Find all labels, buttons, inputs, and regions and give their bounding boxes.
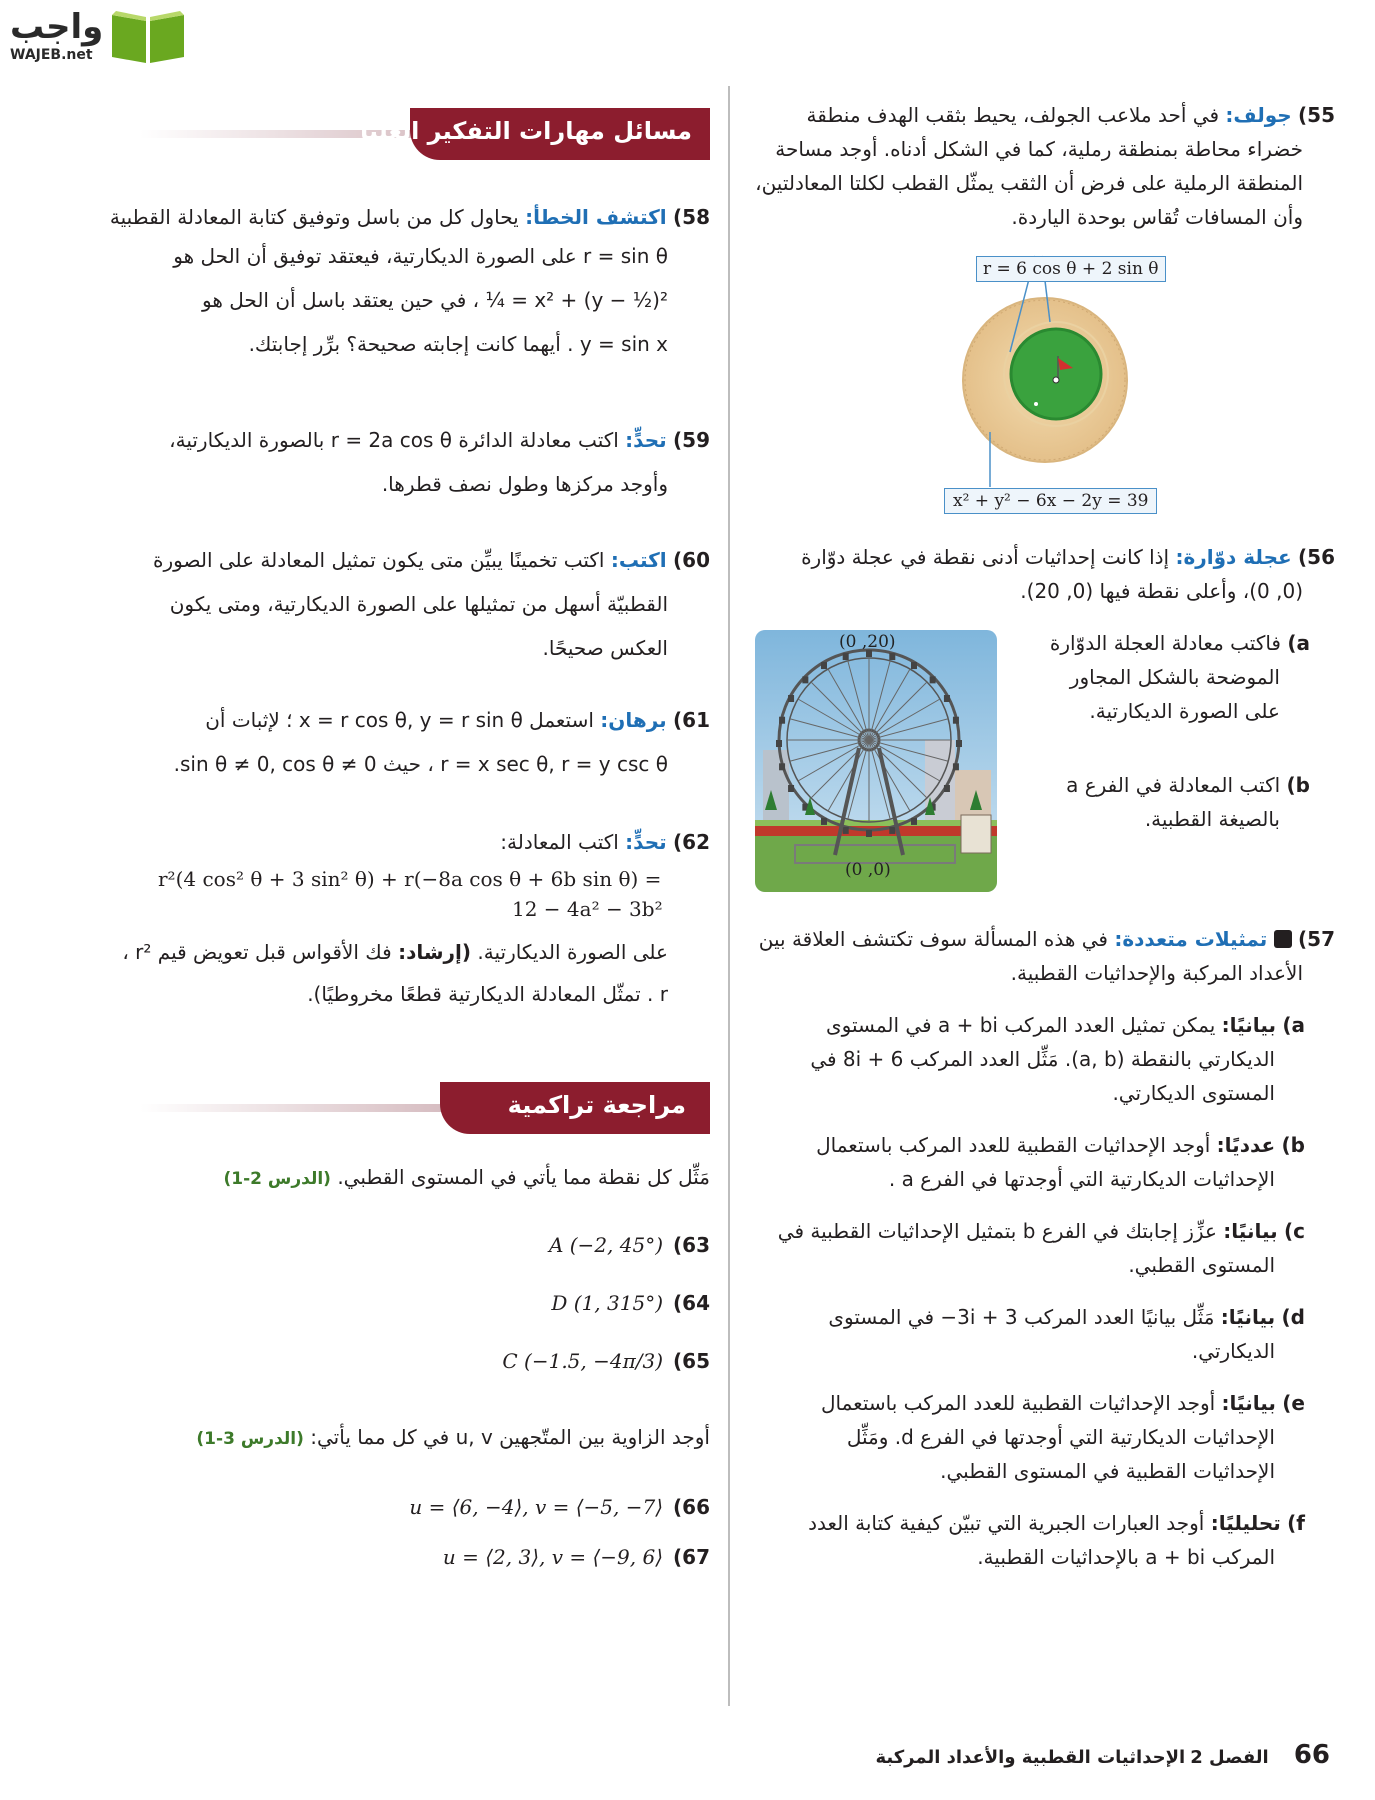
part-keyword: بيانيًا:: [1220, 1305, 1276, 1329]
column-divider: [728, 86, 730, 1706]
part-b-line-1: [1000, 768, 1310, 802]
problem-number: 58): [673, 205, 710, 229]
banner-title: مراجعة تراكمية: [507, 1091, 686, 1119]
problem-56-part-a: [1000, 626, 1310, 728]
problem-57-part: [745, 1386, 1305, 1488]
banner-title: مسائل مهارات التفكير العليا: [359, 117, 692, 145]
part-line: المستوى الديكارتي.: [1112, 1081, 1275, 1105]
part-label: d): [1281, 1305, 1305, 1329]
wheel-cabin: [930, 676, 936, 683]
review-instruction-1: [120, 1160, 710, 1196]
golf-green-diagram: [930, 252, 1170, 512]
wheel-cabin: [779, 717, 785, 724]
wheel-cabin: [843, 827, 849, 834]
item-expression: u = ⟨6, −4⟩, v = ⟨−5, −7⟩: [409, 1495, 664, 1519]
problem-55: [755, 98, 1335, 234]
problem-57-part: [745, 1008, 1305, 1110]
section-banner-higher-order: [140, 108, 710, 160]
part-label: b): [1286, 773, 1310, 797]
problem-number: 56): [1298, 545, 1335, 569]
problem-number: 57): [1298, 927, 1335, 951]
wheel-cabin: [776, 740, 782, 747]
part-text: أوجد الإحداثيات القطبية للعدد المركب باستعمال: [816, 1133, 1211, 1157]
problem-60-line-2: القطبيّة أسهل من تمثيلها على الصورة الديكارتية، ومتى يكون: [169, 592, 668, 616]
part-text: أوجد العبارات الجبرية التي تبيّن كيفية كتابة العدد: [808, 1511, 1205, 1535]
review-item: [120, 1332, 710, 1390]
part-text: يمكن تمثيل العدد المركب a + bi في المستوى: [825, 1013, 1216, 1037]
problem-61-line-2: r = x sec θ, r = y csc θ ، حيث sin θ ≠ 0, cos θ ≠ 0.: [173, 752, 668, 776]
problem-59-line-1: [120, 418, 710, 462]
part-text: عزِّز إجابتك في الفرع b بتمثيل الإحداثيات القطبية في: [777, 1219, 1217, 1243]
problem-text: في أحد ملاعب الجولف، يحيط بثقب الهدف منطقة: [806, 103, 1220, 127]
problem-number: 60): [673, 548, 710, 572]
equation-label-top: r = 6 cos θ + 2 sin θ: [976, 256, 1166, 282]
problem-keyword: اكتشف الخطأ:: [525, 205, 667, 229]
problem-text: إذا كانت إحداثيات أدنى نقطة في عجلة دوّارة: [801, 545, 1170, 569]
golf-figure: [930, 252, 1170, 512]
part-line: الإحداثيات القطبية في المستوى القطبي.: [940, 1459, 1275, 1483]
part-line: المستوى القطبي.: [1128, 1253, 1275, 1277]
chapter-title: الإحداثيات القطبية والأعداد المركبة: [875, 1747, 1186, 1768]
problem-58-line-3: x² + (y − ½)² = ¼ ، في حين يعتقد باسل أن الحل هو: [202, 288, 668, 312]
hint-label: (إرشاد:: [398, 940, 472, 964]
part-line: [745, 1128, 1305, 1162]
part-keyword: بيانيًا:: [1221, 1013, 1276, 1037]
part-a-line-2: الموضحة بالشكل المجاور: [1069, 665, 1280, 689]
problem-57-part: [745, 1300, 1305, 1368]
part-label: e): [1282, 1391, 1305, 1415]
problem-number: 62): [673, 830, 710, 854]
problem-56-line-2: (0, 0)، وأعلى نقطة فيها (0, 20).: [1020, 579, 1303, 603]
part-line: [745, 1386, 1305, 1420]
wheel-cabin: [956, 740, 962, 747]
part-line: [745, 1214, 1305, 1248]
problem-text: على الصورة الديكارتية.: [477, 940, 668, 964]
problem-57: [745, 922, 1335, 990]
logo-subtext: WAJEB.net: [10, 47, 93, 63]
equation-label-bottom: x² + y² − 6x − 2y = 39: [944, 488, 1157, 514]
part-label: a): [1282, 1013, 1305, 1037]
part-keyword: بيانيًا:: [1221, 1391, 1276, 1415]
problem-62-line-3: [120, 930, 710, 974]
problem-keyword: تحدٍّ:: [625, 428, 667, 452]
problem-62-line-4: r . تمثّل المعادلة الديكارتية قطعًا مخروطيًا).: [307, 982, 668, 1006]
problem-58-line-2: r = sin θ على الصورة الديكارتية، فيعتقد توفيق أن الحل هو: [173, 244, 668, 268]
item-number: 66): [673, 1495, 710, 1519]
review-items-2: [120, 1482, 710, 1582]
problem-57-part: [745, 1128, 1305, 1196]
wheel-cabin: [911, 818, 917, 825]
problem-keyword: تمثيلات متعددة:: [1114, 927, 1268, 951]
problem-56-line-1: [755, 540, 1335, 574]
wheel-cabin: [802, 676, 808, 683]
review-item: [120, 1216, 710, 1274]
problem-58-line-1: [109, 200, 710, 234]
part-a-line-3: على الصورة الديكارتية.: [1089, 699, 1280, 723]
problem-text: فك الأقواس قبل تعويض قيم r² ،: [122, 940, 392, 964]
ferris-wheel-illustration: [755, 630, 997, 892]
wheel-cabin: [944, 695, 950, 702]
review-instruction-2: [120, 1420, 710, 1456]
problem-text: اكتب تخمينًا يبيِّن متى يكون تمثيل المعادلة على الصورة: [153, 548, 605, 572]
problem-number: 61): [673, 708, 710, 732]
problem-61-line-1: [120, 698, 710, 742]
lesson-reference: (الدرس 2-1): [223, 1169, 331, 1189]
part-line: المركب a + bi بالإحداثيات القطبية.: [977, 1545, 1275, 1569]
problem-55-line-2: خضراء محاطة بمنطقة رملية، كما في الشكل أدناه. أوجد مساحة: [775, 137, 1303, 161]
problem-57-line-1: [745, 922, 1335, 956]
problem-number: 59): [673, 428, 710, 452]
wajeb-logo: [10, 5, 190, 67]
problem-59: [120, 418, 710, 506]
problem-keyword: جولف:: [1225, 103, 1292, 127]
wheel-cabin: [866, 830, 872, 837]
problem-61: [120, 698, 710, 786]
page-number: 66: [1293, 1740, 1330, 1770]
section-banner-cumulative-review: [140, 1082, 710, 1134]
item-number: 67): [673, 1545, 710, 1569]
wheel-cabin: [953, 717, 959, 724]
part-text: اكتب المعادلة في الفرع a: [1066, 773, 1281, 797]
wheel-cabin: [911, 662, 917, 669]
wheel-cabin: [843, 653, 849, 660]
wheel-cabin: [788, 695, 794, 702]
part-label: c): [1284, 1219, 1305, 1243]
problem-55-line-3: المنطقة الرملية على فرض أن الثقب يمثّل القطب لكلتا المعادلتين،: [755, 171, 1303, 195]
part-line: [745, 1008, 1305, 1042]
problem-57-part: [745, 1214, 1305, 1282]
book-logo-icon: [108, 7, 188, 65]
part-label: b): [1281, 1133, 1305, 1157]
item-expression: C (−1.5, −4π/3): [502, 1349, 664, 1373]
review-item: [120, 1532, 710, 1582]
problem-57-parts: [745, 1008, 1305, 1592]
problem-keyword: تحدٍّ:: [625, 830, 667, 854]
problem-62-equation-1: r²(4 cos² θ + 3 sin² θ) + r(−8a cos θ + 6b sin θ) =: [158, 867, 662, 891]
problem-text: اكتب المعادلة:: [500, 830, 619, 854]
problem-56-part-b: [1000, 768, 1310, 836]
part-text: مَثِّل بيانيًا العدد المركب 3i + 3− في المستوى: [828, 1305, 1215, 1329]
wheel-cabin: [953, 763, 959, 770]
part-text: فاكتب معادلة العجلة الدوّارة: [1049, 631, 1281, 655]
problem-59-line-2: وأوجد مركزها وطول نصف قطرها.: [381, 472, 668, 496]
puzzle-icon: [1274, 930, 1292, 948]
part-label: a): [1287, 631, 1310, 655]
item-number: 65): [673, 1349, 710, 1373]
problem-text: يحاول كل من باسل وتوفيق كتابة المعادلة القطبية: [109, 205, 519, 229]
part-line: الديكارتي بالنقطة (a, b). مَثِّل العدد المركب 6 + 8i في: [810, 1047, 1275, 1071]
page-footer: [875, 1740, 1330, 1780]
problem-62-equation-2: 12 − 4a² − 3b²: [512, 897, 663, 921]
instruction-text: أوجد الزاوية بين المتّجهين u, v في كل مما يأتي:: [310, 1425, 710, 1449]
problem-56: [755, 540, 1335, 608]
ferris-wheel-figure: [755, 630, 997, 892]
problem-keyword: برهان:: [600, 708, 667, 732]
problem-number: 55): [1298, 103, 1335, 127]
item-number: 63): [673, 1233, 710, 1257]
item-number: 64): [673, 1291, 710, 1315]
problem-55-line-1: [755, 98, 1335, 132]
top-point-label: (0 ,20): [839, 632, 896, 652]
problem-58-line-4: y = sin x . أيهما كانت إجابته صحيحة؟ برِّر إجابتك.: [248, 332, 668, 356]
problem-text: اكتب معادلة الدائرة r = 2a cos θ بالصورة الديكارتية،: [169, 428, 619, 452]
problem-55-line-4: وأن المسافات تُقاس بوحدة الياردة.: [1011, 205, 1303, 229]
part-line: الديكارتي.: [1191, 1339, 1275, 1363]
problem-57-line-2: الأعداد المركبة والإحداثيات القطبية.: [1010, 961, 1303, 985]
problem-57-part: [745, 1506, 1305, 1574]
instruction-text: مَثِّل كل نقطة مما يأتي في المستوى القطبي.: [337, 1165, 710, 1189]
part-keyword: تحليليًا:: [1210, 1511, 1281, 1535]
part-line: الإحداثيات الديكارتية التي أوجدتها في الفرع d. ومَثِّل: [846, 1425, 1275, 1449]
problem-keyword: عجلة دوّارة:: [1175, 545, 1292, 569]
part-text: أوجد الإحداثيات القطبية للعدد المركب باستعمال: [820, 1391, 1216, 1415]
problem-text: استعمل x = r cos θ, y = r sin θ ؛ لإثبات أن: [205, 708, 594, 732]
part-keyword: بيانيًا:: [1223, 1219, 1278, 1243]
problem-text: في هذه المسألة سوف تكتشف العلاقة بين: [758, 927, 1108, 951]
wheel-cabin: [821, 818, 827, 825]
part-b-line-2: بالصيغة القطبية.: [1144, 807, 1280, 831]
item-expression: A (−2, 45°): [548, 1233, 664, 1257]
part-line: الإحداثيات الديكارتية التي أوجدتها في الفرع a .: [888, 1167, 1275, 1191]
problem-60: [120, 538, 710, 670]
bottom-point-label: (0 ,0): [845, 860, 891, 880]
wheel-cabin: [889, 827, 895, 834]
logo-text: واجب: [10, 7, 104, 47]
chapter-label: الفصل 2: [1190, 1747, 1269, 1768]
problem-keyword: اكتب:: [610, 548, 667, 572]
wheel-cabin: [821, 662, 827, 669]
wheel-cabin: [779, 763, 785, 770]
review-item: [120, 1482, 710, 1532]
part-line: [745, 1506, 1305, 1540]
part-line: [745, 1300, 1305, 1334]
wheel-cabin: [944, 785, 950, 792]
item-expression: u = ⟨2, 3⟩, v = ⟨−9, 6⟩: [442, 1545, 664, 1569]
problem-60-line-3: العكس صحيحًا.: [542, 636, 668, 660]
wheel-cabin: [788, 785, 794, 792]
problem-58: [109, 200, 710, 366]
part-keyword: عدديًا:: [1216, 1133, 1276, 1157]
item-expression: D (1, 315°): [551, 1291, 664, 1315]
part-a-line-1: [1000, 626, 1310, 660]
lesson-reference: (الدرس 3-1): [196, 1429, 304, 1449]
part-label: f): [1287, 1511, 1305, 1535]
review-items-1: [120, 1216, 710, 1390]
problem-62-line-1: [120, 820, 710, 864]
problem-60-line-1: [120, 538, 710, 582]
review-item: [120, 1274, 710, 1332]
problem-62: [120, 820, 710, 1014]
wheel-cabin: [889, 653, 895, 660]
